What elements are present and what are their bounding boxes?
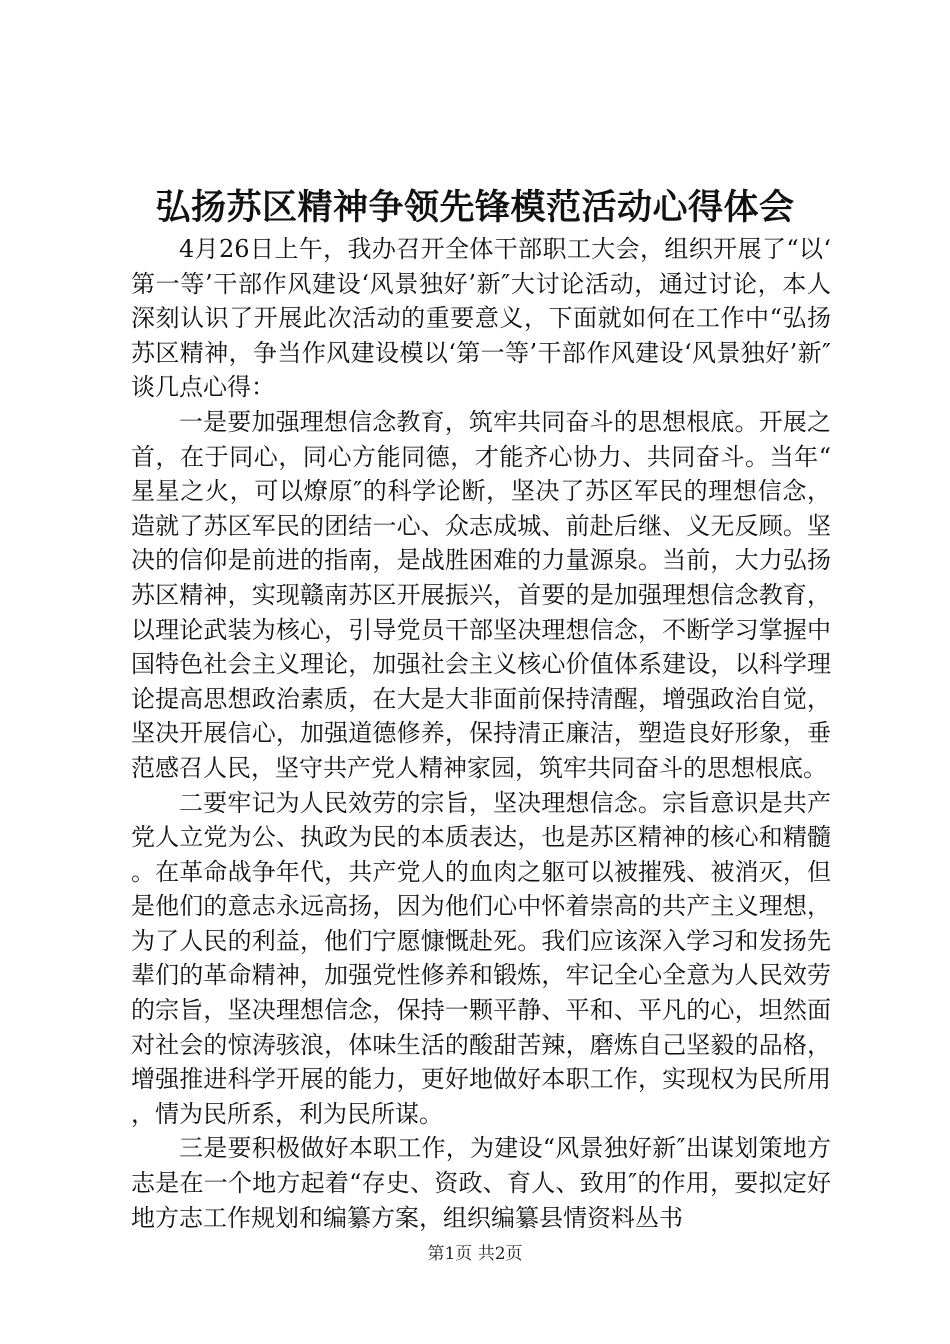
document-title: 弘扬苏区精神争领先锋模范活动心得体会 <box>155 187 795 228</box>
paragraph-point-one: 一是要加强理想信念教育，筑牢共同奋斗的思想根底。开展之首，在于同心，同心方能同德，才能齐心协力、共同奋斗。当年“星星之火，可以燎原″的科学论断，坚决了苏区军民的理想信念，造就了苏区军民的团结一心、众志成城、前赴后继、义无反顾。坚决的信仰是前进的指南，是战胜困难的力量源泉。当前，大力弘扬苏区精神，实现赣南苏区开展振兴，首要的是加强理想信念教育，以理论武装为核心，引导党员干部坚决理想信念，不断学习掌握中国特色社会主义理论，加强社会主义核心价值体系建设，以科学理论提高思想政治素质，在大是大非面前保持清醒，增强政治自觉，坚决开展信心，加强道德修养，保持清正廉洁，塑造良好形象，垂范感召人民，坚守共产党人精神家园，筑牢共同奋斗的思想根底。 <box>131 407 831 782</box>
paragraph-intro: 4月26日上午，我办召开全体干部职工大会，组织开展了“以‘第一等’干部作风建设‘风景独好’新″大讨论活动，通过讨论，本人深刻认识了开展此次活动的重要意义，下面就如何在工作中“弘扬苏区精神，争当作风建设模以‘第一等’干部作风建设‘风景独好’新″谈几点心得： <box>131 235 831 402</box>
page-number-footer: 第1页 共2页 <box>427 1244 523 1264</box>
paragraph-point-two: 二要牢记为人民效劳的宗旨，坚决理想信念。宗旨意识是共产党人立党为公、执政为民的本质表达，也是苏区精神的核心和精髓。在革命战争年代，共产党人的血肉之躯可以被摧残、被消灭，但是他们的意志永远高扬，因为他们心中怀着崇高的共产主义理想，为了人民的利益，他们宁愿慷慨赴死。我们应该深入学习和发扬先辈们的革命精神，加强党性修养和锻炼，牢记全心全意为人民效劳的宗旨，坚决理想信念，保持一颗平静、平和、平凡的心，坦然面对社会的惊涛骇浪，体味生活的酸甜苦辣，磨炼自己坚毅的品格，增强推进科学开展的能力，更好地做好本职工作，实现权为民所用，情为民所系，利为民所谋。 <box>131 788 831 1128</box>
document-body <box>131 232 831 1235</box>
paragraph-point-three: 三是要积极做好本职工作，为建设“风景独好新″出谋划策地方志是在一个地方起着“存史、资政、育人、致用″的作用，要拟定好地方志工作规划和编纂方案，组织编纂县情资料丛书 <box>131 1134 831 1232</box>
